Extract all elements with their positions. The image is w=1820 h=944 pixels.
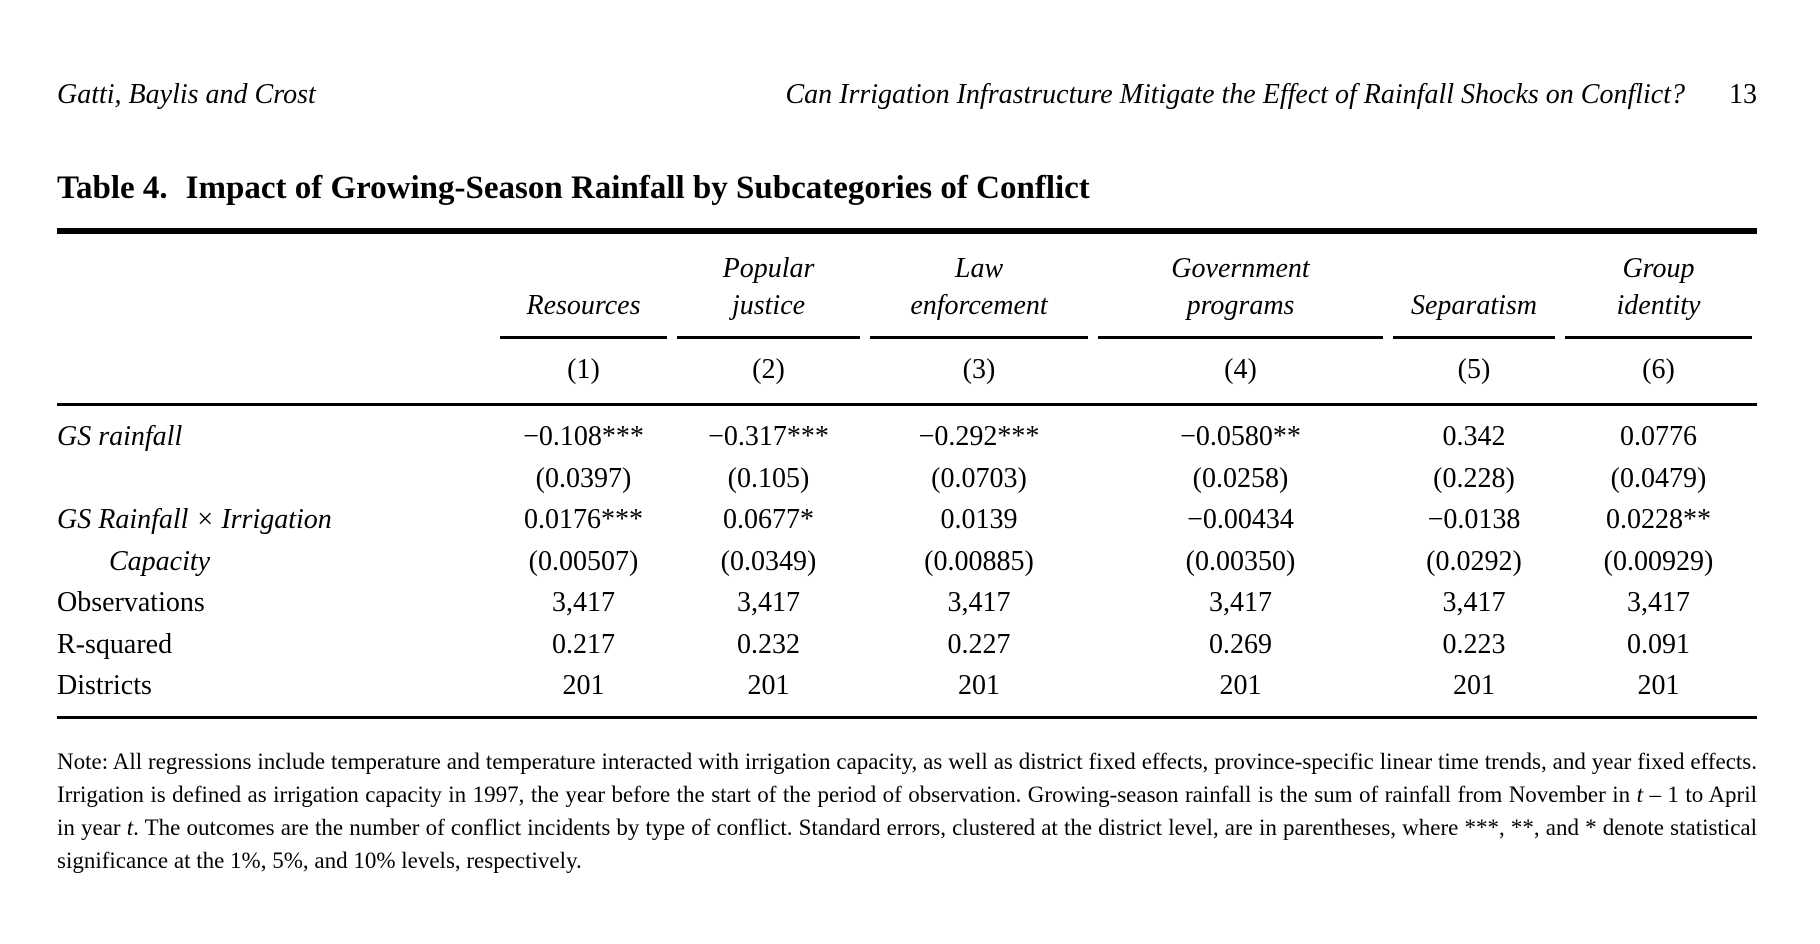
cell-r7-c5: 201 (1453, 670, 1495, 701)
note-text-1: Note: All regressions include temperature and temperature interacted with irrigation capacity, as well as district fixed effects, province-specific linear time trends, and year fixed effects. Irrigation is defined as irrigation capacity in 1997, the year before the start of the period of observation. Growing-season rainfall is the sum of rainfall from November in (57, 748, 1757, 807)
cell-r7-c1: 201 (562, 670, 605, 701)
column-header-line: programs (1186, 290, 1295, 321)
running-head-title: Can Irrigation Infrastructure Mitigate the Effect of Rainfall Shocks on Conflict? (785, 79, 1685, 110)
cell-r5-c1: 3,417 (552, 587, 615, 618)
column-header-label (1388, 250, 1560, 324)
column-header-underline (870, 336, 1088, 339)
table-body (57, 406, 1757, 716)
cell-r3-c6: 0.0228** (1606, 504, 1711, 535)
cell-r2-c2: (0.105) (727, 462, 810, 494)
cell-r5-c2: 3,417 (737, 587, 800, 618)
cell-r6-c3: 0.227 (947, 628, 1011, 660)
cell-r5-c6: 3,417 (1627, 587, 1690, 618)
cell-r1-c6: 0.0776 (1620, 421, 1697, 452)
column-number-3: (3) (962, 354, 996, 385)
column-header-line: identity (1616, 290, 1701, 321)
table-title-text: Impact of Growing-Season Rainfall by Subcategories of Conflict (185, 170, 1090, 206)
note-text-3: . The outcomes are the number of conflict incidents by type of conflict. Standard errors, clustered at the district level, are in parentheses, where ***, **, and * denote statistical significance at the 1%, 5%, and 10% levels, respectively. (57, 814, 1758, 873)
cell-r5-c5: 3,417 (1442, 587, 1506, 618)
cell-r7-c4: 201 (1219, 670, 1262, 701)
table-row-1 (57, 416, 1757, 458)
cell-r3-c1: 0.0176*** (524, 504, 643, 535)
column-number-2: (2) (752, 354, 785, 385)
cell-r6-c5: 0.223 (1442, 628, 1506, 660)
table-note (57, 745, 1757, 877)
row-label: R-squared (57, 628, 173, 660)
table-row-6 (57, 624, 1757, 666)
column-header-line: justice (731, 290, 806, 321)
column-header-label (1560, 250, 1757, 324)
cell-r1-c2: −0.317*** (708, 421, 829, 452)
cell-r7-c6: 201 (1637, 670, 1680, 701)
running-head-authors: Gatti, Baylis and Crost (57, 79, 316, 110)
cell-r4-c4: (0.00350) (1185, 545, 1296, 577)
table-bottom-rule (57, 716, 1757, 719)
row-label: Capacity (109, 545, 211, 577)
cell-r6-c4: 0.269 (1209, 628, 1272, 660)
column-header-5 (1388, 250, 1560, 339)
page-number: 13 (1729, 79, 1757, 110)
cell-r3-c2: 0.0677* (723, 504, 814, 535)
column-header-label (672, 250, 865, 324)
column-header-3 (865, 250, 1093, 339)
table-column-headers (57, 234, 1757, 403)
cell-r1-c1: −0.108*** (523, 421, 644, 452)
column-number-5: (5) (1457, 354, 1491, 385)
column-header-2 (672, 250, 865, 339)
column-header-4 (1093, 250, 1388, 339)
table-number-label: Table 4. (57, 170, 168, 206)
cell-r2-c6: (0.0479) (1610, 462, 1707, 494)
cell-r5-c4: 3,417 (1209, 587, 1272, 618)
running-header (57, 78, 1757, 112)
cell-r6-c1: 0.217 (552, 628, 615, 660)
column-header-row (57, 250, 1757, 339)
cell-r6-c2: 0.232 (737, 628, 800, 660)
cell-r3-c4: −0.00434 (1187, 504, 1294, 535)
cell-r1-c3: −0.292*** (918, 421, 1040, 452)
cell-r2-c5: (0.228) (1433, 462, 1515, 494)
cell-r5-c3: 3,417 (947, 587, 1011, 618)
cell-r7-c2: 201 (747, 670, 790, 701)
column-number-4: (4) (1224, 354, 1257, 385)
cell-r4-c2: (0.0349) (720, 545, 817, 577)
cell-r1-c4: −0.0580** (1180, 421, 1301, 452)
column-header-label (1093, 250, 1388, 324)
cell-r6-c6: 0.091 (1627, 628, 1690, 660)
table-row-2 (57, 458, 1757, 500)
cell-r2-c4: (0.0258) (1192, 462, 1289, 494)
row-label: Observations (57, 587, 205, 618)
note-text-2: – 1 to April in year (57, 781, 1757, 840)
note-italic-t1: t (1636, 781, 1643, 807)
column-header-line: Resources (526, 290, 641, 321)
column-header-line: Group (1622, 253, 1695, 284)
column-header-line: enforcement (910, 290, 1048, 321)
column-number-1: (1) (567, 354, 600, 385)
column-header-underline (1393, 336, 1555, 339)
table-row-4 (57, 541, 1757, 583)
column-header-line: Law (954, 253, 1004, 284)
note-italic-t2: t (126, 814, 134, 840)
row-label: GS rainfall (57, 421, 183, 452)
cell-r4-c1: (0.00507) (528, 545, 639, 577)
page-content (57, 0, 1757, 877)
table-row-5 (57, 582, 1757, 624)
cell-r1-c5: 0.342 (1442, 421, 1506, 452)
column-header-underline (500, 336, 667, 339)
cell-r3-c5: −0.0138 (1427, 504, 1521, 535)
column-header-underline (677, 336, 860, 339)
column-number-row (57, 339, 1757, 403)
table-row-3 (57, 499, 1757, 541)
column-header-1 (495, 250, 672, 339)
column-header-line: Separatism (1411, 290, 1537, 321)
column-header-line: Popular (722, 253, 815, 284)
row-label: Districts (57, 670, 152, 701)
column-header-line: Government (1171, 253, 1310, 284)
column-header-label (495, 250, 672, 324)
cell-r2-c1: (0.0397) (535, 462, 632, 494)
column-header-label (865, 250, 1093, 324)
cell-r7-c3: 201 (958, 670, 1000, 701)
cell-r3-c3: 0.0139 (940, 504, 1018, 535)
column-header-underline (1565, 336, 1752, 339)
cell-r4-c3: (0.00885) (924, 545, 1034, 577)
row-label: GS Rainfall × Irrigation (57, 504, 332, 535)
table-title (57, 168, 1757, 208)
cell-r2-c3: (0.0703) (931, 462, 1027, 494)
cell-r4-c5: (0.0292) (1426, 545, 1522, 577)
column-header-6 (1560, 250, 1757, 339)
column-number-6: (6) (1642, 354, 1675, 385)
table-row-7 (57, 665, 1757, 707)
column-header-underline (1098, 336, 1383, 339)
cell-r4-c6: (0.00929) (1603, 545, 1714, 577)
